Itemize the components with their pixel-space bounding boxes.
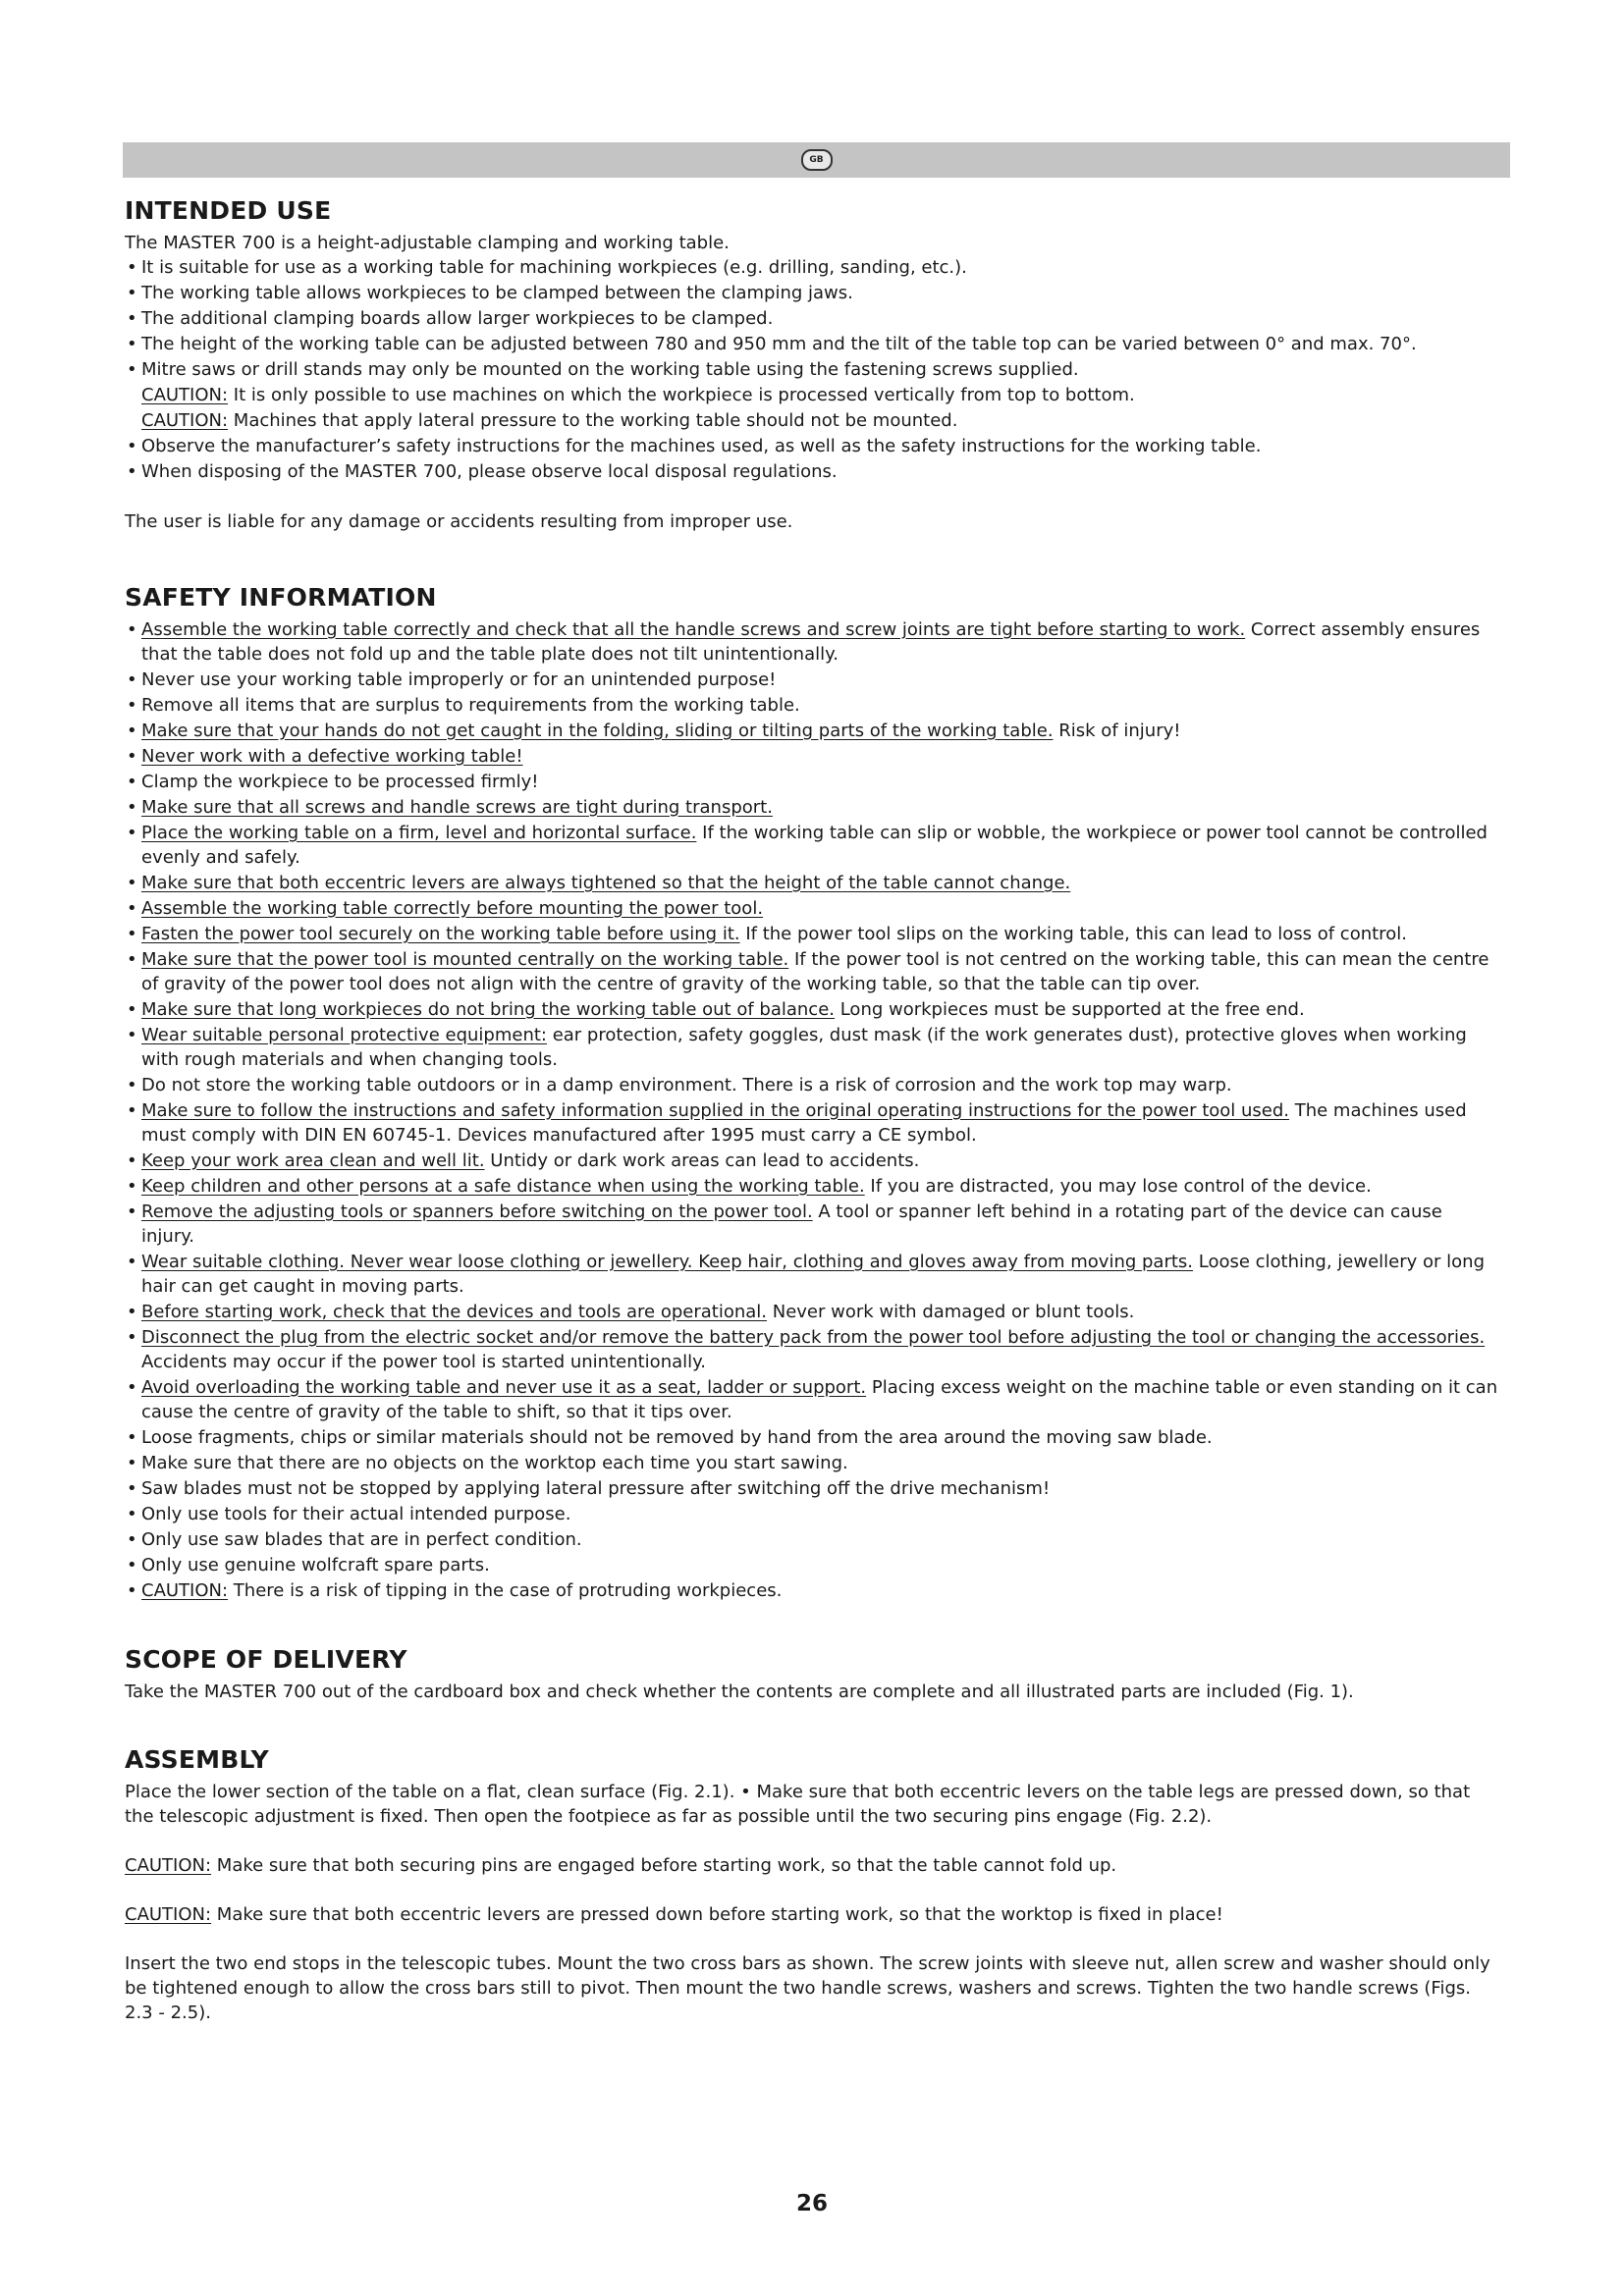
list-item: • The height of the working table can be adjusted between 780 and 950 mm and the tilt of the table top can be varied between 0° and max. 70°.: [125, 332, 1499, 356]
safety-item-emphasis: Wear suitable clothing. Never wear loose clothing or jewellery. Keep hair, clothing and gloves away from moving parts.: [141, 1252, 1194, 1272]
safety-item-emphasis: Make sure that the power tool is mounted centrally on the working table.: [141, 949, 789, 970]
safety-item-emphasis: Make sure to follow the instructions and safety information supplied in the original operating instructions for the power tool used.: [141, 1100, 1290, 1121]
page-content: [125, 196, 1499, 2025]
intended-use-intro: The MASTER 700 is a height-adjustable clamping and working table.: [125, 233, 730, 253]
safety-item: [125, 1200, 1499, 1249]
safety-item-emphasis: Assemble the working table correctly and check that all the handle screws and screw joints are tight before starting to work.: [141, 619, 1246, 640]
safety-item: [125, 1502, 1499, 1526]
safety-item-emphasis: Wear suitable personal protective equipment:: [141, 1025, 547, 1045]
safety-item-text: Long workpieces must be supported at the free end.: [835, 999, 1305, 1020]
safety-item: [125, 770, 1499, 794]
safety-item-text: A tool or spanner left behind in a rotating part of the device can cause injury.: [141, 1201, 1442, 1247]
scope-heading: SCOPE OF DELIVERY: [125, 1645, 407, 1674]
safety-item-text: There is a risk of tipping in the case of protruding workpieces.: [228, 1580, 783, 1601]
safety-item-text: Only use saw blades that are in perfect condition.: [141, 1529, 582, 1550]
safety-item-text: Remove all items that are surplus to requirements from the working table.: [141, 695, 800, 716]
safety-item-text: If the power tool slips on the working table, this can lead to loss of control.: [739, 924, 1407, 944]
safety-item-emphasis: Make sure that your hands do not get caught in the folding, sliding or tilting parts of the working table.: [141, 721, 1054, 741]
safety-item-text: Only use genuine wolfcraft spare parts.: [141, 1555, 490, 1575]
safety-item: [125, 1451, 1499, 1475]
safety-item: [125, 744, 1499, 769]
safety-item-emphasis: CAUTION:: [141, 1580, 229, 1601]
assembly-caution: [125, 1853, 1499, 1878]
safety-item-text: Never work with damaged or blunt tools.: [767, 1302, 1135, 1322]
header-bar: [123, 142, 1510, 178]
safety-item-emphasis: Keep your work area clean and well lit.: [141, 1150, 485, 1171]
assembly-section: [125, 1745, 1499, 2025]
safety-item: [125, 871, 1499, 895]
safety-item: [125, 693, 1499, 718]
safety-item: [125, 1023, 1499, 1072]
safety-item-text: Do not store the working table outdoors or in a damp environment. There is a risk of corrosion and the work top may warp.: [141, 1075, 1232, 1095]
safety-item: [125, 1578, 1499, 1603]
safety-item-text: Loose clothing, jewellery or long hair can get caught in moving parts.: [141, 1252, 1486, 1297]
safety-item: [125, 821, 1499, 870]
caution-line: [125, 383, 1499, 407]
safety-item: [125, 795, 1499, 820]
safety-item: [125, 1476, 1499, 1501]
safety-item: [125, 719, 1499, 743]
safety-item: [125, 896, 1499, 921]
scope-section: [125, 1645, 1499, 1704]
safety-heading: SAFETY INFORMATION: [125, 583, 437, 612]
safety-item: [125, 1425, 1499, 1450]
safety-item-emphasis: Make sure that both eccentric levers are always tightened so that the height of the table cannot change.: [141, 873, 1071, 893]
safety-item-text: Only use tools for their actual intended purpose.: [141, 1504, 571, 1524]
safety-item-text: Loose fragments, chips or similar materials should not be removed by hand from the area around the moving saw blade.: [141, 1427, 1213, 1448]
safety-item-emphasis: Disconnect the plug from the electric socket and/or remove the battery pack from the power tool before adjusting the tool or changing the accessories.: [141, 1327, 1486, 1348]
safety-item-emphasis: Remove the adjusting tools or spanners before switching on the power tool.: [141, 1201, 813, 1222]
caution-text: Make sure that both eccentric levers are pressed down before starting work, so that the worktop is fixed in place!: [211, 1904, 1223, 1925]
safety-item-emphasis: Make sure that all screws and handle screws are tight during transport.: [141, 797, 773, 818]
safety-item-text: Placing excess weight on the machine table or even standing on it can cause the centre of gravity of the table to shift, so that it tips over.: [141, 1377, 1498, 1422]
safety-item-emphasis: Avoid overloading the working table and never use it as a seat, ladder or support.: [141, 1377, 867, 1398]
list-item: • It is suitable for use as a working table for machining workpieces (e.g. drilling, sanding, etc.).: [125, 255, 1499, 280]
intended-use-heading: INTENDED USE: [125, 196, 332, 225]
safety-item-text: Saw blades must not be stopped by applying lateral pressure after switching off the drive mechanism!: [141, 1478, 1051, 1499]
safety-list: [125, 617, 1499, 1603]
caution-label: CAUTION:: [125, 1855, 212, 1876]
caution-line: [125, 408, 1499, 433]
safety-item-text: Clamp the workpiece to be processed firmly!: [141, 772, 539, 792]
page-number: 26: [795, 2191, 828, 2216]
safety-item-text: ear protection, safety goggles, dust mask (if the work generates dust), protective gloves when working with rough materials and when changing tools.: [141, 1025, 1467, 1070]
safety-item-emphasis: Before starting work, check that the devices and tools are operational.: [141, 1302, 768, 1322]
caution-text: Make sure that both securing pins are engaged before starting work, so that the table cannot fold up.: [211, 1855, 1117, 1876]
safety-item: [125, 667, 1499, 692]
safety-item-emphasis: Place the working table on a firm, level and horizontal surface.: [141, 823, 697, 843]
safety-item: [125, 1375, 1499, 1424]
safety-item-text: Accidents may occur if the power tool is started unintentionally.: [141, 1352, 706, 1372]
safety-item: [125, 947, 1499, 996]
list-item: • When disposing of the MASTER 700, please observe local disposal regulations.: [125, 459, 1499, 484]
safety-item: [125, 1148, 1499, 1173]
safety-item: [125, 1325, 1499, 1374]
safety-item-text: Make sure that there are no objects on the worktop each time you start sawing.: [141, 1453, 848, 1473]
caution-text: Machines that apply lateral pressure to the working table should not be mounted.: [228, 410, 958, 431]
safety-item-text: Correct assembly ensures that the table does not fold up and the table plate does not tilt unintentionally.: [141, 619, 1481, 665]
assembly-caution: [125, 1902, 1499, 1927]
assembly-paragraph: Insert the two end stops in the telescopic tubes. Mount the two cross bars as shown. The screw joints with sleeve nut, allen screw and washer should only be tightened enough to allow the cross bars still to pivot. Then mount the two handle screws, washers and screws. Tighten the two handle screws (Figs. 2.3 - 2.5).: [125, 1953, 1490, 2023]
safety-item-text: If the power tool is not centred on the working table, this can mean the centre of gravity of the power tool does not align with the centre of gravity of the working table, so that the table can tip over.: [141, 949, 1489, 994]
assembly-paragraph: Place the lower section of the table on a flat, clean surface (Fig. 2.1). • Make sure that both eccentric levers on the table legs are pressed down, so that the telescopic adjustment is fixed. Then open the footpiece as far as possible until the two securing pins engage (Fig. 2.2).: [125, 1782, 1471, 1827]
safety-item: [125, 1174, 1499, 1199]
safety-item-emphasis: Make sure that long workpieces do not bring the working table out of balance.: [141, 999, 835, 1020]
list-item: • The additional clamping boards allow larger workpieces to be clamped.: [125, 306, 1499, 331]
safety-item: [125, 1098, 1499, 1148]
list-item: • Mitre saws or drill stands may only be mounted on the working table using the fastening screws supplied.: [125, 357, 1499, 382]
caution-label: CAUTION:: [141, 410, 229, 431]
safety-item-emphasis: Never work with a defective working table!: [141, 746, 523, 767]
safety-item: [125, 922, 1499, 946]
safety-item-emphasis: Fasten the power tool securely on the working table before using it.: [141, 924, 740, 944]
caution-label: CAUTION:: [141, 385, 229, 405]
language-badge: GB: [801, 149, 833, 171]
scope-text: Take the MASTER 700 out of the cardboard box and check whether the contents are complete and all illustrated parts are included (Fig. 1).: [125, 1682, 1354, 1702]
safety-item: [125, 617, 1499, 667]
caution-text: It is only possible to use machines on which the workpiece is processed vertically from top to bottom.: [228, 385, 1135, 405]
safety-item: [125, 997, 1499, 1022]
safety-item: [125, 1073, 1499, 1097]
safety-item-text: Never use your working table improperly or for an unintended purpose!: [141, 669, 777, 690]
intended-use-section: [125, 196, 1499, 534]
safety-item: [125, 1527, 1499, 1552]
safety-item-text: Untidy or dark work areas can lead to accidents.: [484, 1150, 920, 1171]
safety-item: [125, 1553, 1499, 1577]
safety-item-text: Risk of injury!: [1053, 721, 1181, 741]
safety-section: [125, 583, 1499, 1603]
assembly-heading: ASSEMBLY: [125, 1745, 269, 1774]
safety-item-text: The machines used must comply with DIN EN 60745-1. Devices manufactured after 1995 must carry a CE symbol.: [141, 1100, 1467, 1146]
liability-note: The user is liable for any damage or accidents resulting from improper use.: [125, 511, 793, 532]
list-item: • Observe the manufacturer’s safety instructions for the machines used, as well as the safety instructions for the working table.: [125, 434, 1499, 458]
safety-item-emphasis: Assemble the working table correctly before mounting the power tool.: [141, 898, 764, 919]
safety-item: [125, 1250, 1499, 1299]
safety-item-emphasis: Keep children and other persons at a safe distance when using the working table.: [141, 1176, 865, 1197]
caution-label: CAUTION:: [125, 1904, 212, 1925]
intended-use-list: [125, 255, 1499, 484]
safety-item-text: If the working table can slip or wobble, the workpiece or power tool cannot be controlled evenly and safely.: [141, 823, 1488, 868]
safety-item: [125, 1300, 1499, 1324]
list-item: • The working table allows workpieces to be clamped between the clamping jaws.: [125, 281, 1499, 305]
safety-item-text: If you are distracted, you may lose control of the device.: [864, 1176, 1372, 1197]
